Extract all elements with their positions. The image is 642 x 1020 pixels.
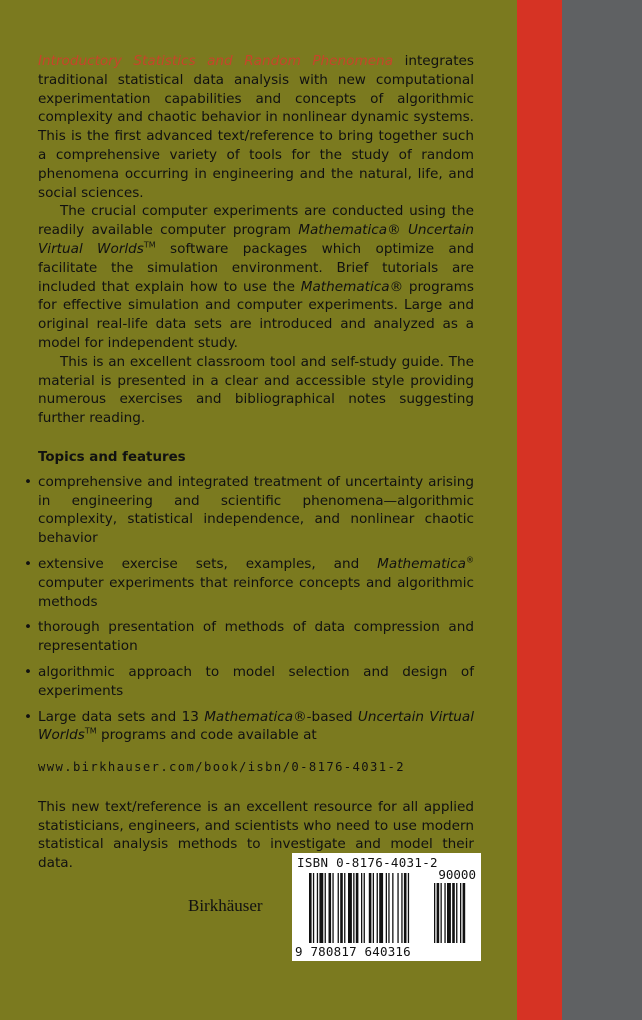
- barcode-bar: [348, 873, 352, 943]
- barcode-addon-bar: [460, 883, 461, 943]
- barcode-bar: [404, 873, 407, 943]
- back-cover-text: [24, 52, 475, 873]
- barcode-bar: [392, 873, 393, 943]
- barcode-bar: [401, 873, 402, 943]
- list-item: • thorough presentation of methods of data compression and representation: [24, 619, 474, 655]
- publisher-url: www.birkhauser.com/book/isbn/0-8176-4031-2: [38, 760, 405, 775]
- closing-paragraph: This new text/reference is an excellent resource for all applied statisticians, engineers, and scientists who need to use modern statistical analysis methods to investigate and model their data.: [38, 798, 474, 872]
- barcode-bar: [388, 873, 389, 943]
- features-list: [24, 473, 475, 745]
- barcode-bar: [397, 873, 398, 943]
- classroom-paragraph: This is an excellent classroom tool and self-study guide. The material is presented in a clear and accessible style providing numerous exercises and bibliographical notes suggesting further reading.: [38, 353, 474, 427]
- barcode-bar: [340, 873, 343, 943]
- barcode-addon-bar: [437, 883, 440, 943]
- barcode-bar: [353, 873, 354, 943]
- spine-gray-stripe: [562, 0, 642, 1020]
- barcode-bar: [373, 873, 374, 943]
- barcode-bar: [386, 873, 387, 943]
- barcode-bar: [325, 873, 326, 943]
- barcode-addon-bar: [444, 883, 445, 943]
- barcode-bar: [356, 873, 359, 943]
- barcode-bar: [369, 873, 372, 943]
- barcode-bar: [329, 873, 332, 943]
- list-item: • extensive exercise sets, examples, and Mathematica® computer experiments that reinforce concepts and algorithmic methods: [24, 555, 474, 610]
- bullet-icon: •: [24, 663, 33, 680]
- barcode-bar: [338, 873, 339, 943]
- barcode-bar: [364, 873, 365, 943]
- list-item: • comprehensive and integrated treatment of uncertainty arising in engineering and scientific phenomena—algorithmic complexity, statistical independence, and nonlinear chaotic behavior: [24, 473, 474, 547]
- software-paragraph: The crucial computer experiments are conducted using the readily available computer program Mathematica® Uncertain Virtual Worlds™ software packages which optimize and facilitate the simulation environment. Brief tutorials are included that explain how to use the Mathematica® programs for effective simulation and computer experiments. Large and original real-life data sets are introduced and analyzed as a model for independent study.: [38, 203, 475, 351]
- barcode-bar: [344, 873, 345, 943]
- barcode-bar: [317, 873, 318, 943]
- isbn-digits: 9 780817 640316: [295, 944, 411, 959]
- intro-paragraph: Introductory Statistics and Random Phenomena integrates traditional statistical data analysis with new computational experimentation capabilities and concepts of algorithmic complexity and chaotic behavior in nonlinear dynamic systems. This is the first advanced text/reference to bring together such a comprehensive variety of tools for the study of random phenomena occurring in engineering and the natural, life, and social sciences.: [38, 53, 474, 201]
- list-item: • Large data sets and 13 Mathematica®-based Uncertain Virtual Worlds™ programs and code available at: [24, 708, 475, 744]
- book-title-italic: Introductory Statistics and Random Phenomena: [38, 53, 394, 69]
- bullet-icon: •: [24, 619, 33, 636]
- barcode-bar: [361, 873, 362, 943]
- barcode-bar: [377, 873, 378, 943]
- topics-heading: Topics and features: [38, 449, 186, 465]
- bullet-icon: •: [24, 708, 33, 725]
- barcode-addon-bar: [441, 883, 442, 943]
- barcode-addon-bar: [434, 883, 435, 943]
- publisher-name: Birkhäuser: [188, 896, 263, 915]
- bullet-icon: •: [24, 555, 33, 572]
- barcode-addon-bar: [463, 883, 466, 943]
- barcode-bar: [379, 873, 383, 943]
- isbn-barcode: [292, 853, 481, 961]
- spine-red-stripe: [517, 0, 562, 1020]
- list-item: • algorithmic approach to model selection and design of experiments: [24, 663, 474, 699]
- barcode-bar: [332, 873, 333, 943]
- barcode-bar: [313, 873, 314, 943]
- barcode-bar: [309, 873, 312, 943]
- bullet-icon: •: [24, 473, 33, 490]
- barcode-bar: [408, 873, 409, 943]
- isbn-label: ISBN 0-8176-4031-2: [297, 855, 438, 870]
- barcode-addon-bar: [452, 883, 455, 943]
- barcode-addon-bar: [447, 883, 451, 943]
- price-code: 90000: [438, 867, 476, 882]
- barcode-addon-bar: [456, 883, 457, 943]
- barcode-bar: [319, 873, 323, 943]
